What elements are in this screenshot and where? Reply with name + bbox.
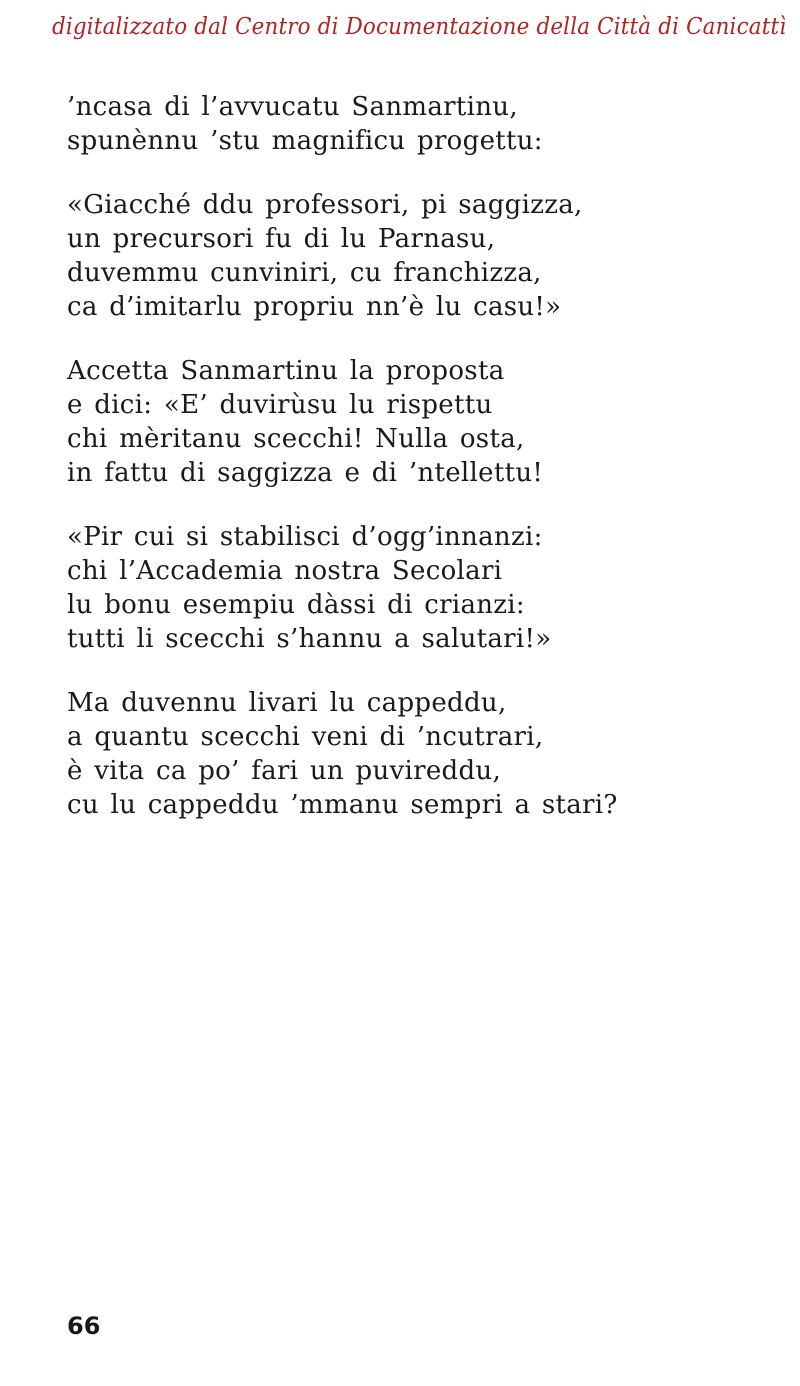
verse-line: chi mèritanu scecchi! Nulla osta,	[67, 424, 525, 454]
verse-line: ’ncasa di l’avvucatu Sanmartinu,	[67, 92, 518, 122]
verse-line: un precursori fu di lu Parnasu,	[67, 224, 496, 254]
verse-line: è vita ca po’ fari un puvireddu,	[67, 756, 502, 786]
page-number: 66	[67, 1312, 101, 1340]
verse-line: Accetta Sanmartinu la proposta	[67, 356, 505, 386]
stanza-5	[67, 686, 747, 822]
verse-line: spunènnu ’stu magnificu progettu:	[67, 126, 543, 156]
verse-line: duvemmu cunviniri, cu franchizza,	[67, 258, 542, 288]
verse-line: ca d’imitarlu propriu nn’è lu casu!»	[67, 292, 562, 322]
verse-line: a quantu scecchi veni di ’ncutrari,	[67, 722, 544, 752]
verse-line: Ma duvennu livari lu cappeddu,	[67, 688, 507, 718]
verse-line: tutti li scecchi s’hannu a salutari!»	[67, 624, 552, 654]
verse-line: e dici: «E’ duvirùsu lu rispettu	[67, 390, 493, 420]
verse-line: «Giacché ddu professori, pi saggizza,	[67, 190, 583, 220]
verse-line: «Pir cui si stabilisci d’ogg’innanzi:	[67, 522, 543, 552]
stanza-2	[67, 188, 747, 324]
verse-line: cu lu cappeddu ’mmanu sempri a stari?	[67, 790, 618, 820]
stanza-1	[67, 90, 747, 158]
poem-body	[67, 90, 747, 852]
verse-line: in fattu di saggizza e di ’ntellettu!	[67, 458, 544, 488]
verse-line: chi l’Accademia nostra Secolari	[67, 556, 503, 586]
stanza-4	[67, 520, 747, 656]
stanza-3	[67, 354, 747, 490]
verse-line: lu bonu esempiu dàssi di crianzi:	[67, 590, 525, 620]
digitization-watermark: digitalizzato dal Centro di Documentazione della Città di Canicattì	[52, 14, 787, 40]
